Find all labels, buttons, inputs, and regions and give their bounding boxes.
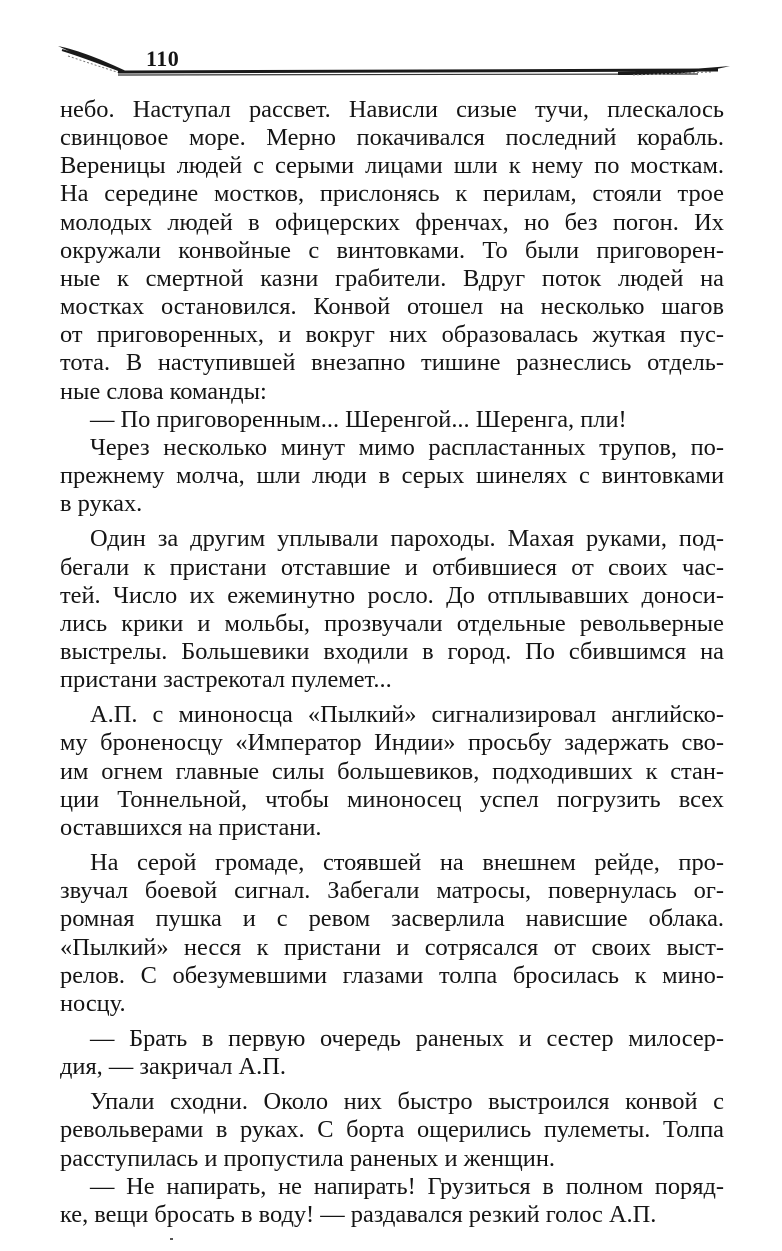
- text-line: Через несколько минут мимо распластанных трупов, по-: [90, 433, 724, 461]
- text-line: На серой громаде, стоявшей на внешнем рейде, про-: [90, 849, 724, 877]
- text-line: На середине мостков, прислонясь к перилам, стояли трое: [60, 180, 724, 208]
- text-line: — Брать в первую очередь раненых и сестер милосер-: [90, 1025, 724, 1052]
- text-line: прежнему молча, шли люди в серых шинелях с винтовками: [60, 462, 724, 490]
- text-line: — По приговоренным... Шеренгой... Шеренга, пли!: [90, 405, 627, 433]
- text-line: бегали к пристани отставшие и отбившиеся от своих час-: [60, 553, 724, 581]
- text-line: окружали конвойные с винтовками. То были приговорен-: [60, 236, 724, 264]
- text-line: ции Тоннельной, чтобы миноносец успел погрузить всех: [60, 785, 724, 813]
- text-line: дия, — закричал А.П.: [60, 1053, 286, 1081]
- text-line: небо. Наступал рассвет. Нависли сизые тучи, плескалось: [60, 96, 724, 123]
- text-line: им огнем главные силы большевиков, подходивших к стан-: [60, 757, 724, 785]
- text-line: тей. Число их ежеминутно росло. До отплывавших доноси-: [60, 581, 724, 609]
- text-line: лись крики и мольбы, прозвучали отдельные револьверные: [60, 609, 724, 637]
- text-line: револьверами в руках. С борта ощерились пулеметы. Толпа: [60, 1116, 724, 1144]
- text-line: му броненосцу «Император Индии» просьбу задержать сво-: [60, 729, 724, 757]
- text-line: звучал боевой сигнал. Забегали матросы, повернулась ог-: [60, 877, 724, 905]
- text-line: свинцовое море. Мерно покачивался последний корабль.: [60, 124, 724, 152]
- text-line: ке, вещи бросать в воду! — раздавался резкий голос А.П.: [60, 1200, 657, 1228]
- text-line: оставшихся на пристани.: [60, 813, 322, 841]
- text-line: молодых людей в офицерских френчах, но без погон. Их: [60, 208, 724, 236]
- page-header: [58, 42, 730, 86]
- text-line: Упали сходни. Около них быстро выстроился конвой с: [90, 1088, 724, 1116]
- text-line: ромная пушка и с ревом засверлила нависшие облака.: [60, 905, 724, 933]
- body-text: [60, 96, 724, 1229]
- text-line: в руках.: [60, 490, 143, 518]
- text-line: релов. С обезумевшими глазами толпа бросилась к мино-: [60, 961, 724, 989]
- text-line: расступилась и пропустила раненых и женщин.: [60, 1144, 556, 1172]
- text-line: ные слова команды:: [60, 377, 267, 405]
- text-line: Один за другим уплывали пароходы. Махая руками, под-: [90, 525, 724, 553]
- text-line: — Не напирать, не напирать! Грузиться в полном поряд-: [90, 1172, 724, 1200]
- text-line: «Пылкий» несся к пристани и сотрясался от своих выст-: [60, 933, 724, 961]
- text-line: выстрелы. Большевики входили в город. По сбившимся на: [60, 637, 724, 665]
- text-line: тота. В наступившей внезапно тишине разнеслись отдель-: [60, 349, 724, 377]
- text-line: мостках остановился. Конвой отошел на несколько шагов: [60, 293, 724, 321]
- text-line: Вереницы людей с серыми лицами шли к нему по мосткам.: [60, 152, 724, 180]
- text-line: пристани застрекотал пулемет...: [60, 666, 392, 694]
- print-speck: [170, 1238, 173, 1240]
- text-line: ные к смертной казни грабители. Вдруг поток людей на: [60, 264, 724, 292]
- text-line: носцу.: [60, 989, 126, 1017]
- text-line: от приговоренных, и вокруг них образовалась жуткая пус-: [60, 321, 724, 349]
- text-line: А.П. с миноносца «Пылкий» сигнализировал английско-: [90, 701, 724, 729]
- page-number: 110: [146, 46, 180, 71]
